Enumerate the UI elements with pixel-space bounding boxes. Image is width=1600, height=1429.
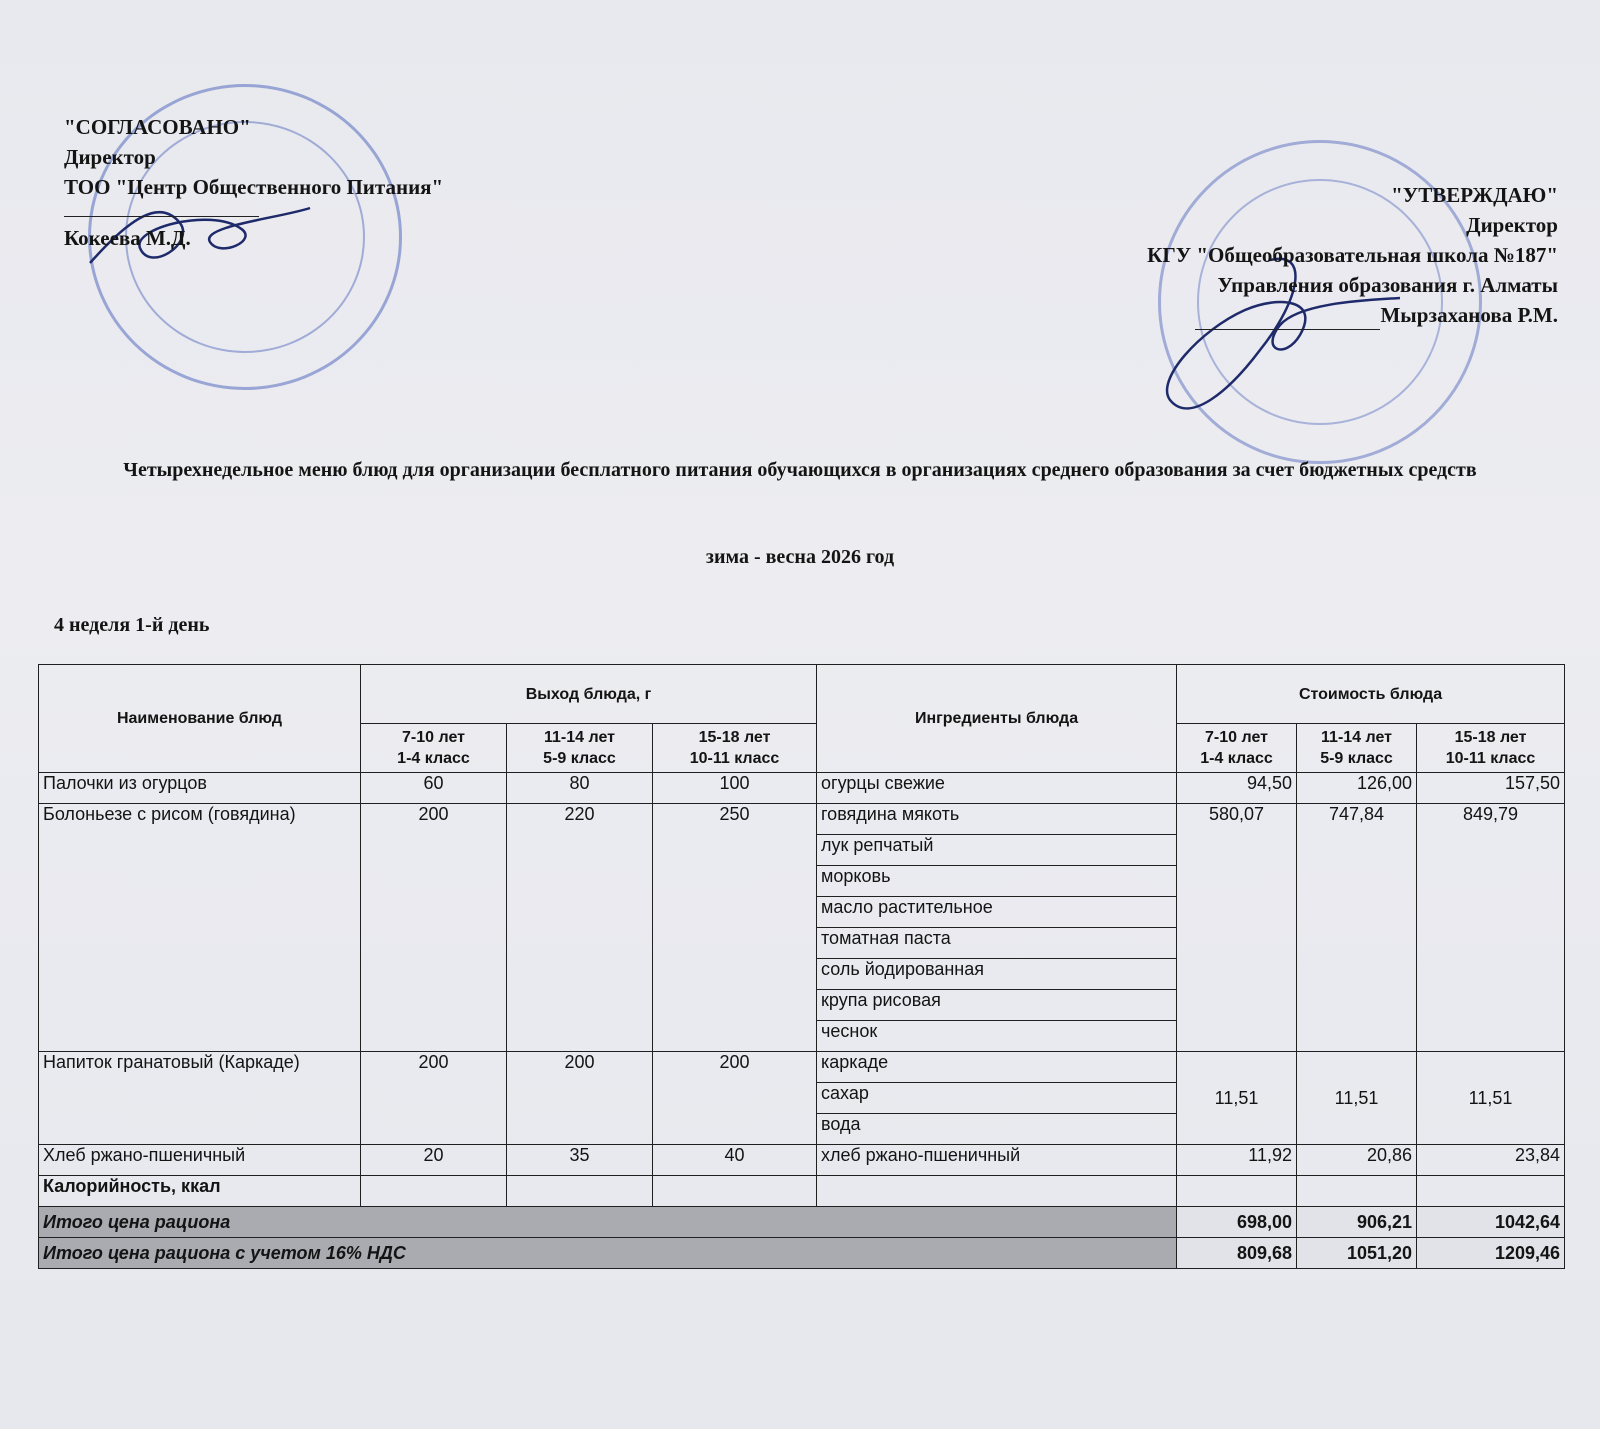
approve-department: Управления образования г. Алматы [1217, 273, 1558, 297]
dish-output: 200 [653, 1052, 817, 1145]
dish-output: 100 [653, 773, 817, 804]
season-label: зима - весна 2026 год [705, 546, 895, 568]
total-vat-value: 1209,46 [1417, 1238, 1565, 1269]
dish-cost: 126,00 [1297, 773, 1417, 804]
agree-heading: "СОГЛАСОВАНО" [64, 115, 251, 139]
ingredient: хлеб ржано-пшеничный [817, 1145, 1177, 1176]
dish-output: 80 [507, 773, 653, 804]
approve-organization: КГУ "Общеобразовательная школа №187" [1147, 243, 1558, 267]
dish-name: Напиток гранатовый (Каркаде) [39, 1052, 361, 1145]
calories-cell [1177, 1176, 1297, 1207]
header-output-age-3: 15-18 лет 10-11 класс [653, 724, 817, 773]
dish-cost: 849,79 [1417, 804, 1565, 1052]
ingredient: томатная паста [817, 928, 1177, 959]
ingredient: крупа рисовая [817, 990, 1177, 1021]
agree-person: Кокеева М.Д. [64, 226, 191, 250]
dish-cost: 94,50 [1177, 773, 1297, 804]
dish-output: 200 [361, 804, 507, 1052]
ingredient: огурцы свежие [817, 773, 1177, 804]
total-row [39, 1207, 1565, 1238]
total-value: 698,00 [1177, 1207, 1297, 1238]
approval-block-right [1147, 180, 1558, 330]
document-title: Четырехнедельное меню блюд для организации бесплатного питания обучающихся в организациях среднего образования за счет бюджетных средств [123, 459, 1477, 481]
ingredient: вода [817, 1114, 1177, 1145]
dish-cost: 11,51 [1177, 1052, 1297, 1145]
calories-cell [653, 1176, 817, 1207]
dish-output: 40 [653, 1145, 817, 1176]
dish-cost: 157,50 [1417, 773, 1565, 804]
calories-cell [1297, 1176, 1417, 1207]
total-value: 1042,64 [1417, 1207, 1565, 1238]
table-row [39, 804, 1565, 835]
table-header-row [39, 665, 1565, 724]
total-label: Итого цена рациона [39, 1207, 1177, 1238]
dish-output: 20 [361, 1145, 507, 1176]
header-cost: Стоимость блюда [1177, 665, 1565, 724]
header-dish-name: Наименование блюд [39, 665, 361, 773]
header-output: Выход блюда, г [361, 665, 817, 724]
dish-output: 200 [507, 1052, 653, 1145]
dish-output: 250 [653, 804, 817, 1052]
dish-cost: 23,84 [1417, 1145, 1565, 1176]
dish-name: Болоньезе с рисом (говядина) [39, 804, 361, 1052]
dish-output: 200 [361, 1052, 507, 1145]
dish-cost: 11,92 [1177, 1145, 1297, 1176]
table-row [39, 1145, 1565, 1176]
dish-output: 60 [361, 773, 507, 804]
calories-row [39, 1176, 1565, 1207]
dish-cost: 20,86 [1297, 1145, 1417, 1176]
day-label: 4 неделя 1-й день [54, 614, 210, 636]
total-vat-value: 809,68 [1177, 1238, 1297, 1269]
dish-output: 35 [507, 1145, 653, 1176]
approval-block-left [64, 112, 443, 253]
total-vat-value: 1051,20 [1297, 1238, 1417, 1269]
dish-cost: 11,51 [1297, 1052, 1417, 1145]
dish-cost: 747,84 [1297, 804, 1417, 1052]
header-cost-age-3: 15-18 лет 10-11 класс [1417, 724, 1565, 773]
ingredient: говядина мякоть [817, 804, 1177, 835]
header-ingredients: Ингредиенты блюда [817, 665, 1177, 773]
calories-cell [507, 1176, 653, 1207]
approve-signature-line [1195, 313, 1380, 330]
ingredient: каркаде [817, 1052, 1177, 1083]
ingredient: соль йодированная [817, 959, 1177, 990]
agree-organization: ТОО "Центр Общественного Питания" [64, 175, 444, 199]
calories-cell [817, 1176, 1177, 1207]
ingredient: лук репчатый [817, 835, 1177, 866]
total-vat-label: Итого цена рациона с учетом 16% НДС [39, 1238, 1177, 1269]
dish-cost: 580,07 [1177, 804, 1297, 1052]
ingredient: чеснок [817, 1021, 1177, 1052]
agree-position: Директор [64, 145, 156, 169]
agree-signature-line [64, 202, 259, 217]
approve-signature-row [1147, 300, 1558, 330]
ingredient: сахар [817, 1083, 1177, 1114]
table-row [39, 1052, 1565, 1083]
approve-position: Директор [1466, 213, 1558, 237]
calories-label: Калорийность, ккал [39, 1176, 361, 1207]
menu-table [38, 664, 1565, 1269]
dish-output: 220 [507, 804, 653, 1052]
total-vat-row [39, 1238, 1565, 1269]
approve-heading: "УТВЕРЖДАЮ" [1391, 183, 1558, 207]
calories-cell [361, 1176, 507, 1207]
ingredient: морковь [817, 866, 1177, 897]
dish-name: Палочки из огурцов [39, 773, 361, 804]
header-cost-age-1: 7-10 лет 1-4 класс [1177, 724, 1297, 773]
header-output-age-2: 11-14 лет 5-9 класс [507, 724, 653, 773]
header-cost-age-2: 11-14 лет 5-9 класс [1297, 724, 1417, 773]
calories-cell [1417, 1176, 1565, 1207]
table-row [39, 773, 1565, 804]
total-value: 906,21 [1297, 1207, 1417, 1238]
approve-person: Мырзаханова Р.М. [1380, 303, 1558, 327]
ingredient: масло растительное [817, 897, 1177, 928]
dish-cost: 11,51 [1417, 1052, 1565, 1145]
header-output-age-1: 7-10 лет 1-4 класс [361, 724, 507, 773]
dish-name: Хлеб ржано-пшеничный [39, 1145, 361, 1176]
